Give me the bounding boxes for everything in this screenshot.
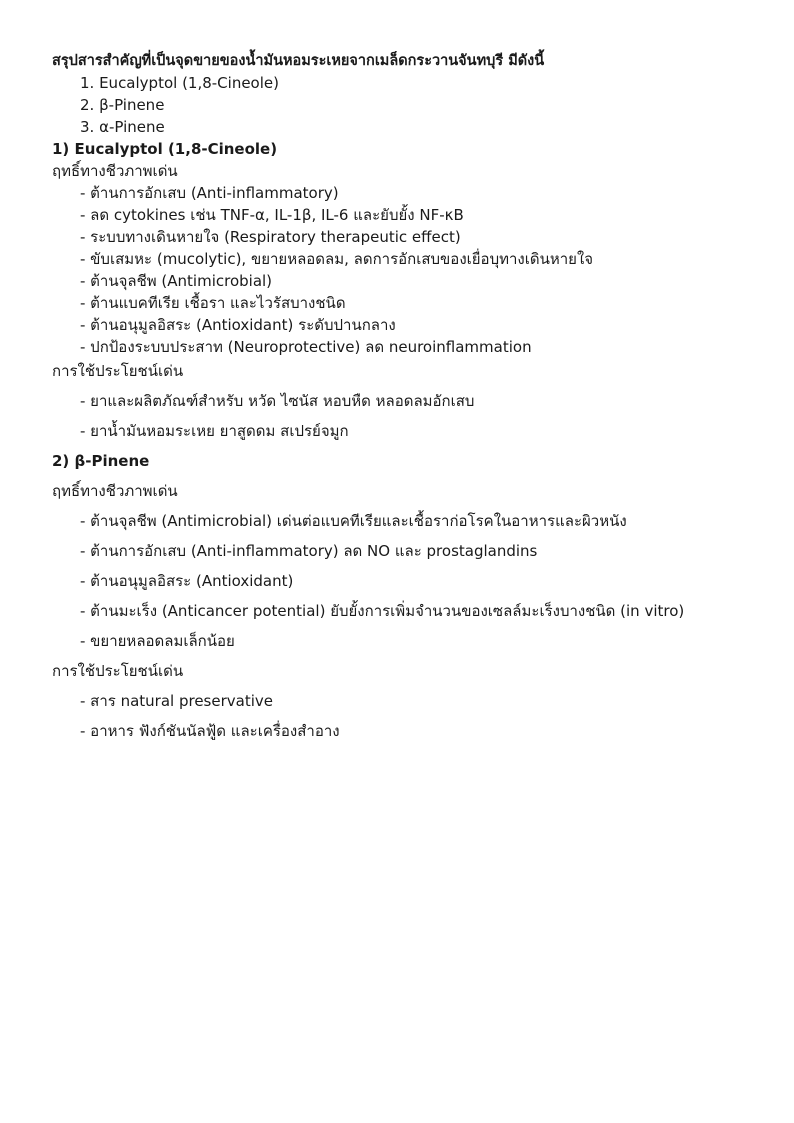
bio-activity-item: - ต้านอนุมูลอิสระ (Antioxidant) ระดับปานกลาง bbox=[80, 316, 396, 334]
bio-activity-label: ฤทธิ์ทางชีวภาพเด่น bbox=[52, 162, 178, 180]
section-heading-beta-pinene: 2) β-Pinene bbox=[52, 452, 150, 470]
section-heading-eucalyptol: 1) Eucalyptol (1,8-Cineole) bbox=[52, 140, 278, 158]
bio-activity-item: - ต้านการอักเสบ (Anti-inflammatory) bbox=[80, 184, 339, 202]
bio-activity-item: - ต้านแบคทีเรีย เชื้อรา และไวรัสบางชนิด bbox=[80, 294, 346, 312]
usage-item: - สาร natural preservative bbox=[80, 692, 273, 710]
bio-activity-item: - ขับเสมหะ (mucolytic), ขยายหลอดลม, ลดการอักเสบของเยื่อบุทางเดินหายใจ bbox=[80, 250, 594, 268]
bio-activity-item: - ต้านจุลชีพ (Antimicrobial) bbox=[80, 272, 273, 290]
bio-activity-item: - ต้านจุลชีพ (Antimicrobial) เด่นต่อแบคทีเรียและเชื้อราก่อโรคในอาหารและผิวหนัง bbox=[80, 512, 627, 530]
bio-activity-item: - ต้านอนุมูลอิสระ (Antioxidant) bbox=[80, 572, 294, 590]
usage-label: การใช้ประโยชน์เด่น bbox=[52, 662, 184, 680]
intro-list-item: 3. α-Pinene bbox=[80, 118, 165, 136]
usage-item: - อาหาร ฟังก์ชันนัลฟู้ด และเครื่องสำอาง bbox=[80, 722, 340, 740]
bio-activity-item: - ต้านมะเร็ง (Anticancer potential) ยับยั้งการเพิ่มจำนวนของเซลล์มะเร็งบางชนิด (in vitro) bbox=[80, 602, 685, 620]
document-page bbox=[52, 50, 752, 742]
bio-activity-item: - ปกป้องระบบประสาท (Neuroprotective) ลด neuroinflammation bbox=[80, 338, 532, 356]
intro-list-item: 1. Eucalyptol (1,8-Cineole) bbox=[80, 74, 279, 92]
intro-list-item: 2. β-Pinene bbox=[80, 96, 165, 114]
document-title: สรุปสารสำคัญที่เป็นจุดขายของน้ำมันหอมระเหยจากเมล็ดกระวานจันทบุรี มีดังนี้ bbox=[52, 53, 545, 69]
usage-label: การใช้ประโยชน์เด่น bbox=[52, 362, 184, 380]
usage-item: - ยาและผลิตภัณฑ์สำหรับ หวัด ไซนัส หอบหืด หลอดลมอักเสบ bbox=[80, 392, 475, 410]
usage-item: - ยาน้ำมันหอมระเหย ยาสูดดม สเปรย์จมูก bbox=[80, 422, 349, 440]
bio-activity-item: - ลด cytokines เช่น TNF-α, IL-1β, IL-6 และยับยั้ง NF-κB bbox=[80, 206, 464, 224]
bio-activity-item: - ระบบทางเดินหายใจ (Respiratory therapeutic effect) bbox=[80, 228, 461, 246]
bio-activity-item: - ต้านการอักเสบ (Anti-inflammatory) ลด NO และ prostaglandins bbox=[80, 542, 538, 560]
bio-activity-label: ฤทธิ์ทางชีวภาพเด่น bbox=[52, 482, 178, 500]
bio-activity-item: - ขยายหลอดลมเล็กน้อย bbox=[80, 632, 235, 650]
